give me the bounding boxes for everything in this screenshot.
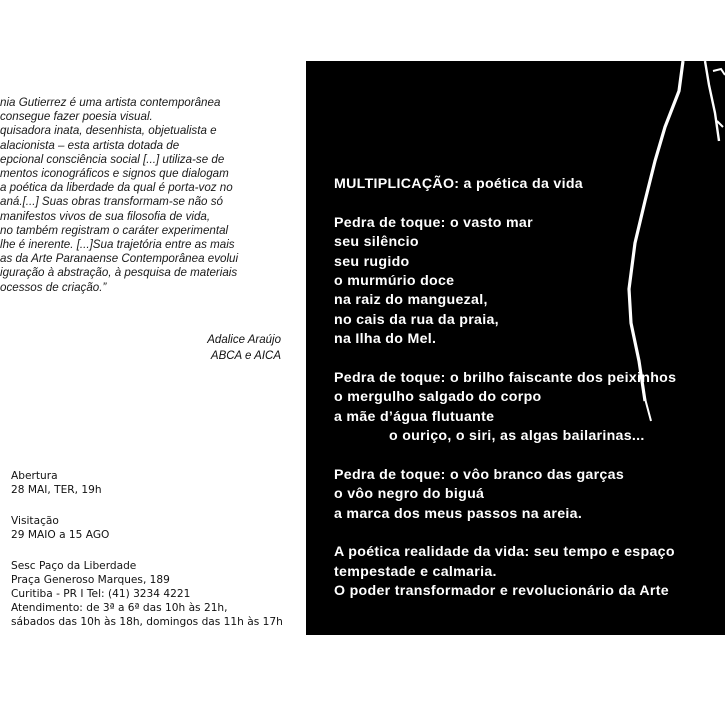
- left-panel: [0, 0, 305, 725]
- quote-line: a poética da liberdade da qual é porta-voz no: [0, 181, 233, 195]
- quote-line: consegue fazer poesia visual.: [0, 110, 153, 124]
- quote-line: epcional consciência social [...] utiliza-se de: [0, 152, 225, 166]
- opening-label: Abertura: [11, 470, 58, 482]
- opening-info: [11, 469, 102, 497]
- venue-name: Sesc Paço da Liberdade: [11, 560, 137, 572]
- poem-text: [334, 175, 676, 602]
- critic-quote: [0, 96, 300, 295]
- quote-line: ocessos de criação.”: [0, 280, 107, 294]
- venue-hours-weekdays: Atendimento: de 3ª a 6ª das 10h às 21h,: [11, 602, 228, 614]
- quote-author: Adalice Araújo: [207, 334, 281, 346]
- venue-address: Praça Generoso Marques, 189: [11, 574, 170, 586]
- poem-line: Pedra de toque: o brilho faiscante dos peixinhos: [334, 369, 677, 386]
- poem-line: o mergulho salgado do corpo: [334, 389, 542, 406]
- quote-line: quisadora inata, desenhista, objetualista e: [0, 124, 217, 138]
- quote-attribution: [207, 333, 281, 364]
- poem-line: O poder transformador e revolucionário da Arte: [334, 583, 669, 600]
- poem-title-sub: : a poética da vida: [454, 176, 583, 192]
- visit-dates: 29 MAIO a 15 AGO: [11, 529, 110, 541]
- opening-date: 28 MAI, TER, 19h: [11, 484, 102, 496]
- quote-line: manifestos vivos de sua filosofia de vida,: [0, 209, 211, 223]
- poem-line: o murmúrio doce: [334, 272, 455, 289]
- quote-line: no também registram o caráter experimental: [0, 223, 229, 237]
- venue-city-phone: Curitiba - PR I Tel: (41) 3234 4221: [11, 588, 191, 600]
- quote-line: mentos iconográficos e signos que dialogam: [0, 167, 229, 181]
- quote-line: iguração à abstração, à pesquisa de materiais: [0, 266, 238, 280]
- quote-line: nia Gutierrez é uma artista contemporânea: [0, 96, 221, 109]
- quote-affiliation: ABCA e AICA: [210, 349, 281, 362]
- poem-line: o vôo negro do biguá: [334, 486, 485, 503]
- quote-line: lhe é inerente. [...]Sua trajetória entre as mais: [0, 238, 235, 252]
- venue-hours-weekend: sábados das 10h às 18h, domingos das 11h às 17h: [11, 616, 283, 628]
- poem-line: Pedra de toque: o vasto mar: [334, 214, 533, 231]
- poem-line: seu silêncio: [334, 234, 419, 251]
- poem-line: a mãe d’água flutuante: [334, 408, 495, 425]
- poem-line: A poética realidade da vida: seu tempo e espaço: [334, 544, 675, 561]
- stanza-gap: [334, 524, 676, 543]
- quote-line: alacionista – esta artista dotada de: [0, 138, 180, 152]
- poem-line: a marca dos meus passos na areia.: [334, 505, 583, 522]
- quote-line: aná.[...] Suas obras transformam-se não só: [0, 195, 223, 209]
- poem-line: tempestade e calmaria.: [334, 563, 497, 580]
- poem-line: seu rugido: [334, 253, 410, 270]
- stanza-gap: [334, 446, 676, 465]
- poem-title: [334, 175, 676, 194]
- poem-line: no cais da rua da praia,: [334, 311, 499, 328]
- stanza-gap: [334, 350, 676, 369]
- quote-line: as da Arte Paranaense Contemporânea evolui: [0, 252, 239, 266]
- poem-line: na raiz do manguezal,: [334, 292, 488, 309]
- poem-line: Pedra de toque: o vôo branco das garças: [334, 466, 625, 483]
- stanza-gap: [334, 194, 676, 213]
- visit-label: Visitação: [11, 515, 59, 527]
- poem-title-main: MULTIPLICAÇÃO: [334, 176, 455, 192]
- poem-panel: [306, 61, 725, 635]
- poem-line-indented: o ouriço, o siri, as algas bailarinas...: [389, 428, 645, 445]
- visit-info: [11, 514, 109, 542]
- poem-line: na Ilha do Mel.: [334, 331, 437, 348]
- venue-info: [11, 559, 283, 629]
